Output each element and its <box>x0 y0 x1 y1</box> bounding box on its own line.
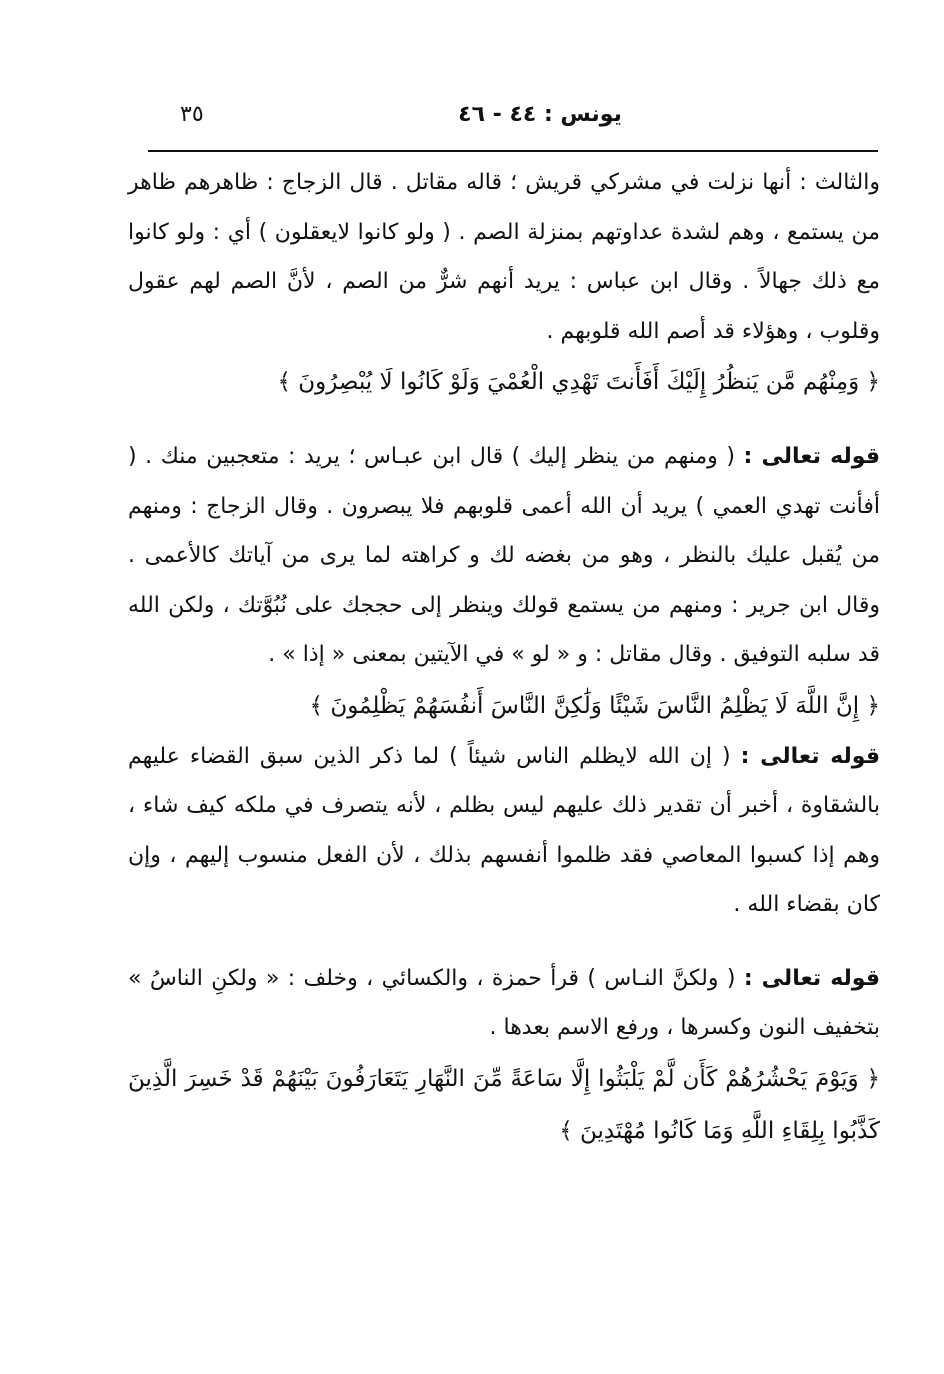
paragraph-lead: قوله تعالى : <box>743 965 880 991</box>
quran-verse: ﴿ وَمِنْهُم مَّن يَنظُرُ إِلَيْكَ أَفَأَنتَ تَهْدِي الْعُمْيَ وَلَوْ كَانُوا لَا يُبْصِرُونَ ﴾ <box>277 369 880 395</box>
quran-verse: ﴿ إِنَّ اللَّهَ لَا يَظْلِمُ النَّاسَ شَيْئًا وَلَٰكِنَّ النَّاسَ أَنفُسَهُمْ يَظْلِمُونَ ﴾ <box>309 692 880 719</box>
page-body <box>128 158 880 1157</box>
running-title: يونس : ٤٤ - ٤٦ <box>458 102 622 127</box>
paragraph: والثالث : أنها نزلت في مشركي قريش ؛ قاله مقاتل . قال الزجاج : ظاهرهم ظاهر من يستمع ، وهم لشدة عداوتهم بمنزلة الصم . ( ولو كانوا لايعقلون ) أي : ولو كانوا مع ذلك جهالاً . وقال ابن عباس : يريد أنهم شرٌّ من الصم ، لأنَّ الصم لهم عقول وقلوب ، وهؤلاء قد أصم الله قلوبهم . <box>128 170 880 344</box>
quran-verse: ﴿ وَيَوْمَ يَحْشُرُهُمْ كَأَن لَّمْ يَلْبَثُوا إِلَّا سَاعَةً مِّنَ النَّهَارِ يَتَعَارَفُونَ بَيْنَهُمْ قَدْ خَسِرَ الَّذِينَ كَذَّبُوا بِلِقَاءِ اللَّهِ وَمَا كَانُوا مُهْتَدِينَ ﴾ <box>128 1065 880 1144</box>
page-header <box>150 100 880 142</box>
paragraph-lead: قوله تعالى : <box>743 444 880 469</box>
spacer <box>128 408 880 432</box>
paragraph <box>128 954 880 1053</box>
paragraph-text: ( إن الله لايظلم الناس شيئاً ) لما ذكر الذين سبق القضاء عليهم بالشقاوة ، أخبر أن تقدير ذلك عليهم ليس بظلم ، لأنه يتصرف في ملكه كيف شاء ، وهم إذا كسبوا المعاصي فقد ظلموا أنفسهم بذلك ، لأن الفعل منسوب إليهم ، وإن كان بقضاء الله . <box>128 743 880 917</box>
paragraph-lead: قوله تعالى : <box>740 743 880 769</box>
header-rule <box>148 150 878 152</box>
paragraph-text: ( ومنهم من ينظر إليك ) قال ابن عبـاس ؛ يريد : متعجبين منك . ( أفأنت تهدي العمي ) يريد أن الله أعمى قلوبهم فلا يبصرون . وقال الزجاج : ومنهم من يُقبل عليك بالنظر ، وهو من بغضه لك و كراهته لما يرى من آياتك كالأعمى . وقال ابن جرير : ومنهم من يستمع قولك وينظر إلى حججك على نُبُوَّتك ، ولكن الله قد سلبه التوفيق . وقال مقاتل : و « لو » في الآيتين بمعنى « إذا » . <box>128 444 880 667</box>
page-number: ٣٥ <box>180 102 204 127</box>
paragraph-text: ( ولكنَّ النـاس ) قرأ حمزة ، والكسائي ، وخلف : « ولكنِ الناسُ » بتخفيف النون وكسرها ، ورفع الاسم بعدها . <box>128 965 880 1040</box>
paragraph <box>128 732 880 930</box>
paragraph <box>128 432 880 680</box>
spacer <box>128 930 880 954</box>
